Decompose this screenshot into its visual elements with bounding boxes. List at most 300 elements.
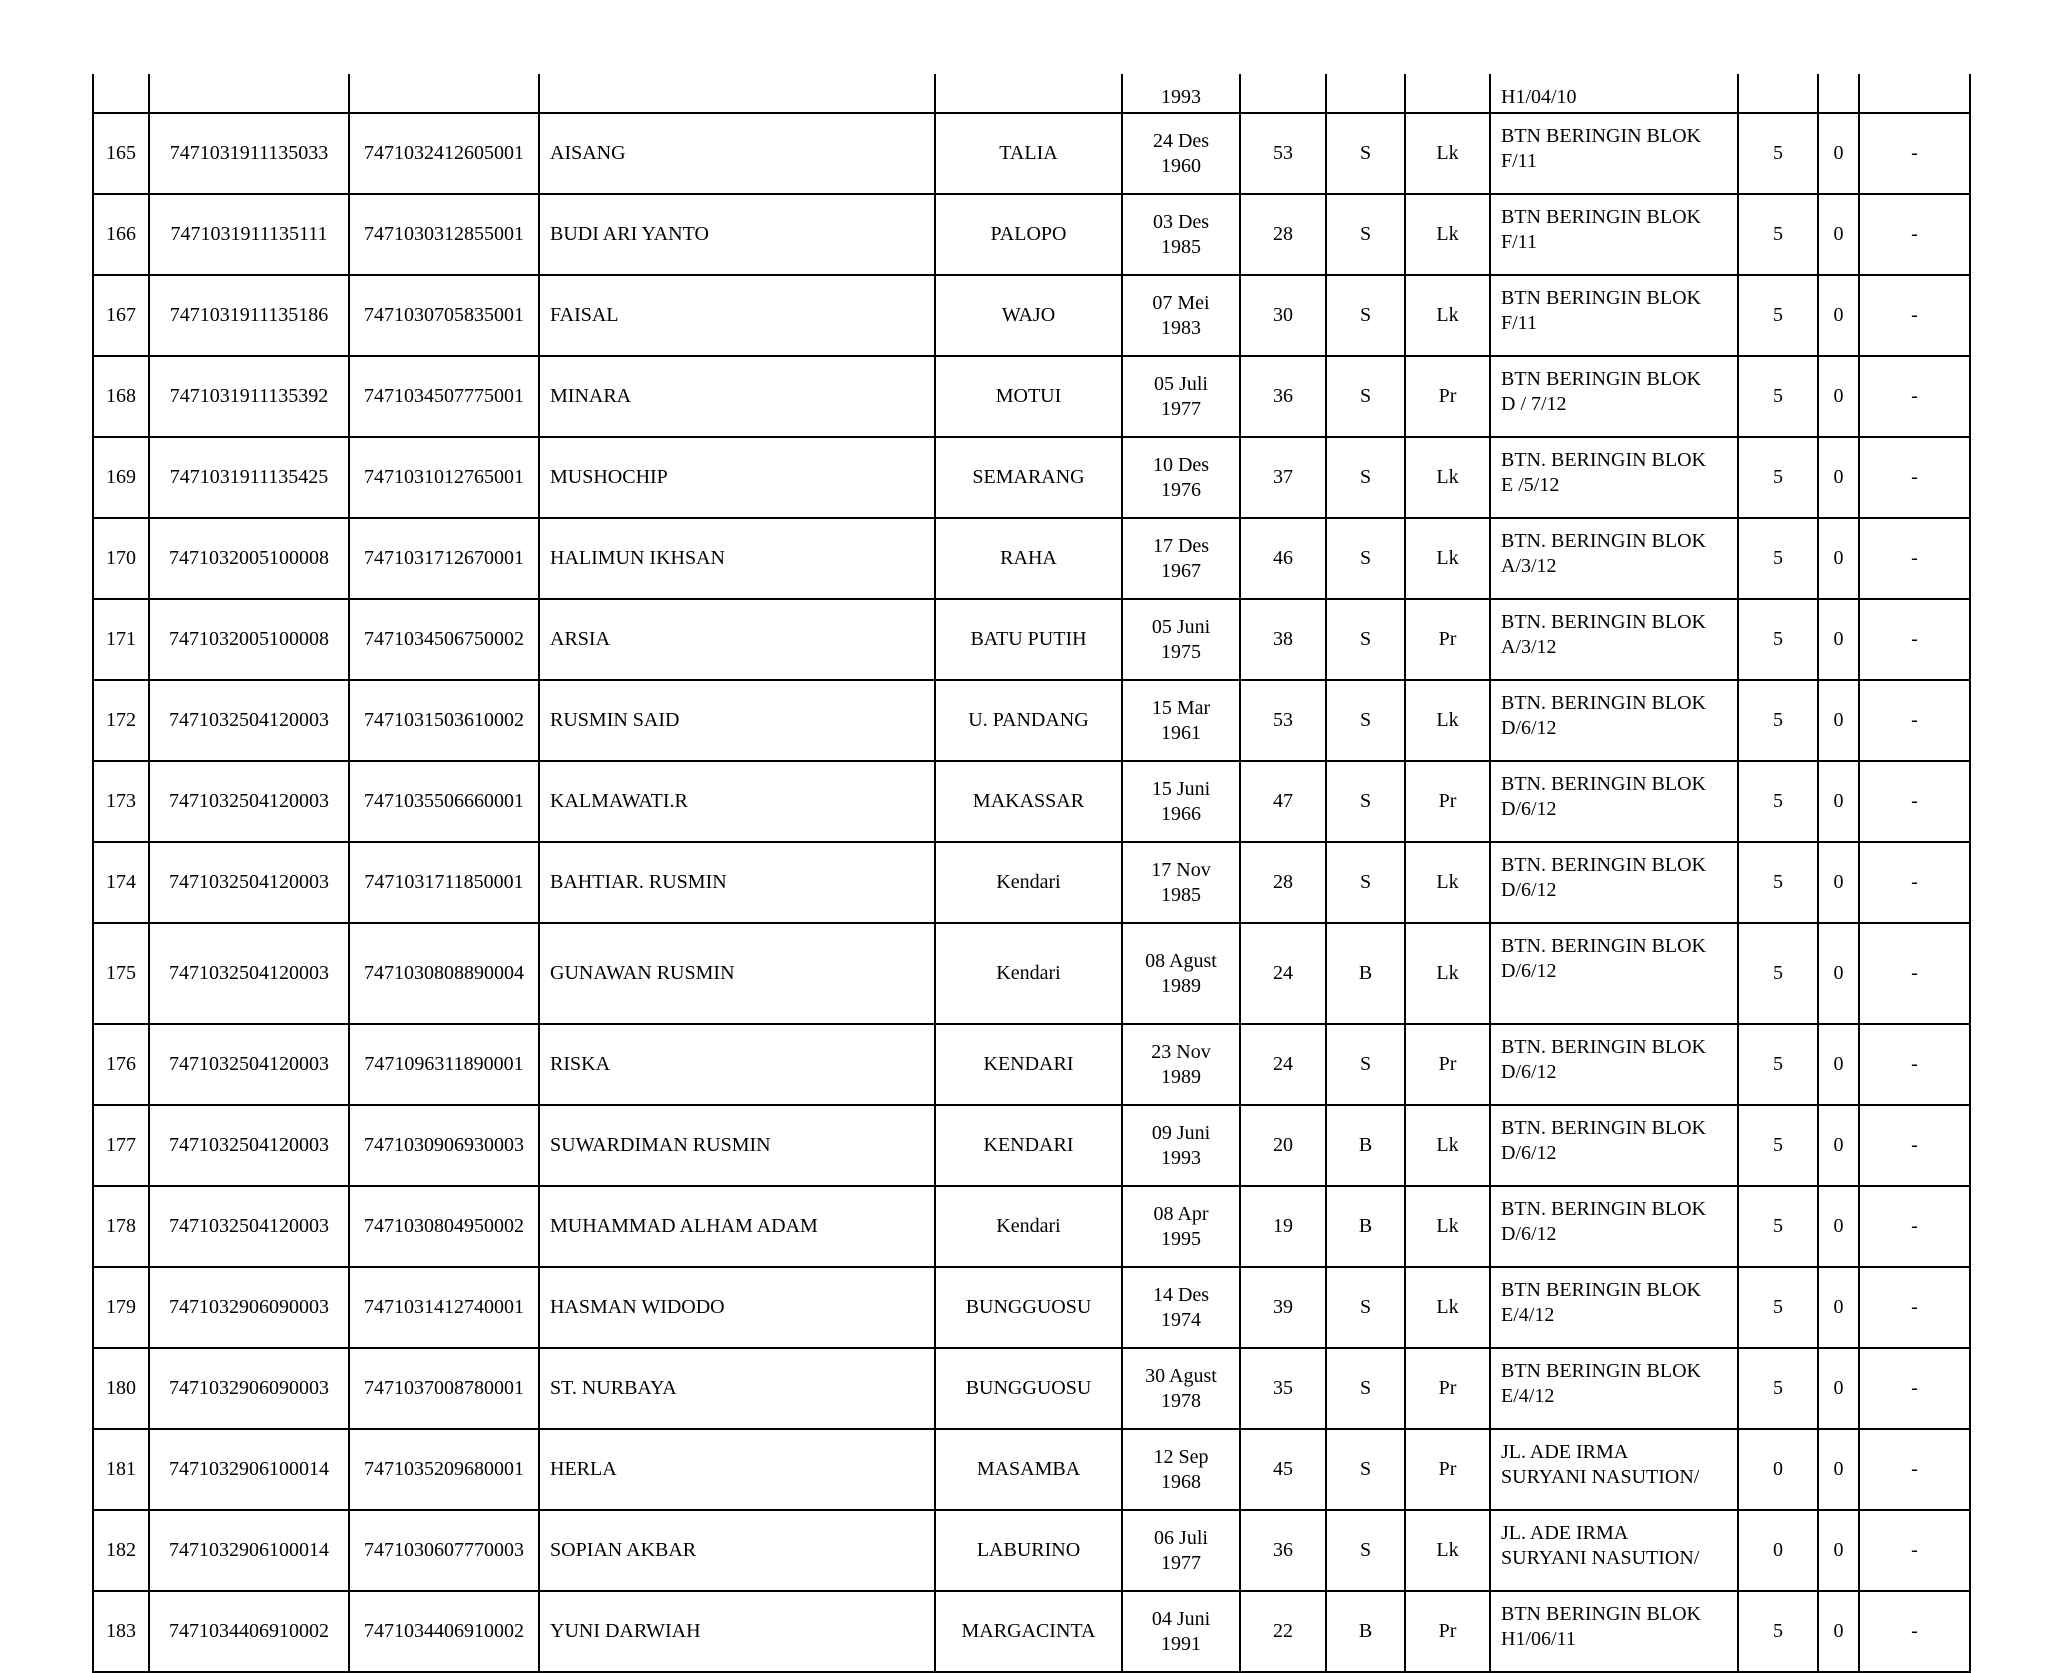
date-line1: 04 Juni [1151, 1607, 1211, 1630]
cell-place: MOTUI [935, 356, 1122, 437]
cell-col-c: - [1859, 437, 1970, 518]
cell-age: 53 [1240, 113, 1326, 194]
cell-sex: Lk [1405, 680, 1490, 761]
cell-status: B [1326, 1186, 1405, 1267]
cell-status: S [1326, 1429, 1405, 1510]
cell-status: S [1326, 1024, 1405, 1105]
address-line2: F/11 [1501, 150, 1537, 172]
address-line1: BTN. BERINGIN BLOK [1501, 1036, 1706, 1058]
cell-age: 35 [1240, 1348, 1326, 1429]
cell-kk: 7471032005100008 [149, 518, 349, 599]
cell-col-c: - [1859, 1348, 1970, 1429]
date-line1: 03 Des [1152, 210, 1210, 233]
address-line1: BTN. BERINGIN BLOK [1501, 692, 1706, 714]
cell-nik: 7471030705835001 [349, 275, 539, 356]
address-line2: D/6/12 [1501, 798, 1557, 820]
cell-sex: Lk [1405, 1186, 1490, 1267]
date-line1: 24 Des [1152, 129, 1210, 152]
cell-status: S [1326, 599, 1405, 680]
address-line2: D/6/12 [1501, 1061, 1557, 1083]
cell-sex: Lk [1405, 923, 1490, 1024]
cell-kk [149, 74, 349, 113]
address-line2: A/3/12 [1501, 636, 1557, 658]
cell-birth-date [1122, 1267, 1240, 1348]
cell-status: S [1326, 761, 1405, 842]
address-line2: SURYANI NASUTION/ [1501, 1466, 1700, 1488]
cell-col-a: 5 [1738, 275, 1818, 356]
cell-col-c: - [1859, 1510, 1970, 1591]
cell-name: ARSIA [539, 599, 935, 680]
cell-status: S [1326, 1267, 1405, 1348]
cell-birth-date [1122, 1186, 1240, 1267]
cell-place: LABURINO [935, 1510, 1122, 1591]
date-line1: 06 Juli [1154, 1526, 1208, 1549]
cell-name: MUSHOCHIP [539, 437, 935, 518]
cell-place: BUNGGUOSU [935, 1348, 1122, 1429]
cell-place: MASAMBA [935, 1429, 1122, 1510]
cell-sex: Pr [1405, 1024, 1490, 1105]
cell-age: 24 [1240, 923, 1326, 1024]
cell-sex: Lk [1405, 842, 1490, 923]
cell-col-b: 0 [1818, 842, 1859, 923]
table-row [93, 1591, 1970, 1672]
cell-col-a: 5 [1738, 1267, 1818, 1348]
cell-col-a [1738, 74, 1818, 113]
cell-status: B [1326, 1105, 1405, 1186]
cell-name: YUNI DARWIAH [539, 1591, 935, 1672]
cell-nik: 7471035209680001 [349, 1429, 539, 1510]
cell-age: 53 [1240, 680, 1326, 761]
cell-birth-date [1122, 1024, 1240, 1105]
cell-place: RAHA [935, 518, 1122, 599]
cell-name: SOPIAN AKBAR [539, 1510, 935, 1591]
cell-birth-date [1122, 842, 1240, 923]
address-line1: BTN BERINGIN BLOK [1501, 125, 1701, 147]
address-line1: BTN BERINGIN BLOK [1501, 287, 1701, 309]
cell-address [1490, 923, 1738, 1024]
cell-col-c: - [1859, 1267, 1970, 1348]
cell-name: MINARA [539, 356, 935, 437]
cell-address [1490, 761, 1738, 842]
cell-sex [1405, 74, 1490, 113]
table-row [93, 923, 1970, 1024]
cell-col-c: - [1859, 1429, 1970, 1510]
cell-birth-date [1122, 1429, 1240, 1510]
address-line2: A/3/12 [1501, 555, 1557, 577]
cell-birth-date [1122, 1105, 1240, 1186]
cell-col-a: 5 [1738, 1024, 1818, 1105]
cell-nik: 7471031412740001 [349, 1267, 539, 1348]
cell-age: 37 [1240, 437, 1326, 518]
cell-no: 177 [93, 1105, 149, 1186]
table-row [93, 1510, 1970, 1591]
cell-birth-date [1122, 680, 1240, 761]
cell-age: 22 [1240, 1591, 1326, 1672]
cell-address [1490, 356, 1738, 437]
cell-address [1490, 275, 1738, 356]
cell-address [1490, 599, 1738, 680]
table-row [93, 356, 1970, 437]
cell-kk: 7471032504120003 [149, 1105, 349, 1186]
table-row [93, 1267, 1970, 1348]
cell-sex: Lk [1405, 1510, 1490, 1591]
address-line2: D / 7/12 [1501, 393, 1567, 415]
address-line2: F/11 [1501, 231, 1537, 253]
address-line2: SURYANI NASUTION/ [1501, 1547, 1700, 1569]
cell-col-c: - [1859, 599, 1970, 680]
cell-place: Kendari [935, 1186, 1122, 1267]
address-line1: BTN BERINGIN BLOK [1501, 368, 1701, 390]
cell-no [93, 74, 149, 113]
cell-col-b: 0 [1818, 1429, 1859, 1510]
cell-name: ST. NURBAYA [539, 1348, 935, 1429]
cell-col-a: 5 [1738, 518, 1818, 599]
cell-col-b: 0 [1818, 1024, 1859, 1105]
date-line2: 1985 [1161, 235, 1201, 258]
cell-col-b: 0 [1818, 1348, 1859, 1429]
date-line2: 1983 [1161, 316, 1201, 339]
address-line1: BTN BERINGIN BLOK [1501, 206, 1701, 228]
cell-kk: 7471031911135111 [149, 194, 349, 275]
address-line1: JL. ADE IRMA [1501, 1441, 1629, 1463]
cell-address [1490, 1024, 1738, 1105]
cell-nik: 7471030906930003 [349, 1105, 539, 1186]
address-line1: BTN. BERINGIN BLOK [1501, 1117, 1706, 1139]
cell-nik: 7471034507775001 [349, 356, 539, 437]
cell-nik [349, 74, 539, 113]
cell-kk: 7471031911135425 [149, 437, 349, 518]
cell-birth-date [1122, 761, 1240, 842]
date-line1: 23 Nov [1151, 1040, 1211, 1063]
cell-no: 174 [93, 842, 149, 923]
cell-kk: 7471032906090003 [149, 1348, 349, 1429]
address-line2: F/11 [1501, 312, 1537, 334]
cell-no: 178 [93, 1186, 149, 1267]
cell-nik: 7471037008780001 [349, 1348, 539, 1429]
cell-name: HALIMUN IKHSAN [539, 518, 935, 599]
cell-address [1490, 437, 1738, 518]
table-row-partial [93, 74, 1970, 113]
cell-col-b: 0 [1818, 1510, 1859, 1591]
cell-status: S [1326, 275, 1405, 356]
cell-name: SUWARDIMAN RUSMIN [539, 1105, 935, 1186]
table-row [93, 761, 1970, 842]
table-row [93, 1429, 1970, 1510]
cell-address [1490, 1348, 1738, 1429]
cell-kk: 7471034406910002 [149, 1591, 349, 1672]
cell-address [1490, 680, 1738, 761]
cell-col-a: 5 [1738, 113, 1818, 194]
address-line1: BTN. BERINGIN BLOK [1501, 773, 1706, 795]
date-line1: 07 Mei [1152, 291, 1210, 314]
date-line1: 10 Des [1152, 453, 1210, 476]
cell-place: KENDARI [935, 1024, 1122, 1105]
address-line2: E/4/12 [1501, 1304, 1555, 1326]
cell-col-a: 5 [1738, 599, 1818, 680]
cell-name: RISKA [539, 1024, 935, 1105]
cell-col-a: 5 [1738, 1591, 1818, 1672]
date-line2: 1985 [1161, 883, 1201, 906]
cell-nik: 7471030804950002 [349, 1186, 539, 1267]
cell-status: S [1326, 113, 1405, 194]
cell-nik: 7471031711850001 [349, 842, 539, 923]
cell-name: MUHAMMAD ALHAM ADAM [539, 1186, 935, 1267]
cell-col-a: 5 [1738, 1105, 1818, 1186]
date-line1: 05 Juni [1151, 615, 1211, 638]
cell-sex: Lk [1405, 1267, 1490, 1348]
date-line2: 1960 [1161, 154, 1201, 177]
cell-sex: Pr [1405, 599, 1490, 680]
cell-birth-date [1122, 923, 1240, 1024]
cell-place: SEMARANG [935, 437, 1122, 518]
cell-place: BUNGGUOSU [935, 1267, 1122, 1348]
cell-age: 38 [1240, 599, 1326, 680]
cell-birth-date [1122, 275, 1240, 356]
cell-birth-year: 1993 [1122, 74, 1240, 113]
date-line2: 1977 [1161, 1551, 1201, 1574]
cell-status: S [1326, 356, 1405, 437]
date-line2: 1966 [1161, 802, 1201, 825]
cell-kk: 7471032504120003 [149, 923, 349, 1024]
cell-col-a: 0 [1738, 1510, 1818, 1591]
cell-name: FAISAL [539, 275, 935, 356]
cell-no: 171 [93, 599, 149, 680]
cell-age: 36 [1240, 1510, 1326, 1591]
cell-status: B [1326, 1591, 1405, 1672]
cell-age: 45 [1240, 1429, 1326, 1510]
cell-col-a: 0 [1738, 1429, 1818, 1510]
cell-status [1326, 74, 1405, 113]
cell-nik: 7471035506660001 [349, 761, 539, 842]
cell-place: MAKASSAR [935, 761, 1122, 842]
cell-no: 180 [93, 1348, 149, 1429]
cell-sex: Lk [1405, 113, 1490, 194]
date-line2: 1976 [1161, 478, 1201, 501]
cell-address [1490, 842, 1738, 923]
cell-sex: Lk [1405, 275, 1490, 356]
cell-col-a: 5 [1738, 356, 1818, 437]
date-line1: 17 Nov [1151, 858, 1211, 881]
cell-col-c: - [1859, 923, 1970, 1024]
cell-status: S [1326, 194, 1405, 275]
address-line1: BTN. BERINGIN BLOK [1501, 935, 1706, 957]
cell-birth-date [1122, 113, 1240, 194]
cell-name: RUSMIN SAID [539, 680, 935, 761]
cell-col-a: 5 [1738, 1348, 1818, 1429]
date-line1: 30 Agust [1145, 1364, 1217, 1387]
address-line1: BTN BERINGIN BLOK [1501, 1603, 1701, 1625]
cell-birth-date [1122, 194, 1240, 275]
cell-col-b: 0 [1818, 1105, 1859, 1186]
address-line2: D/6/12 [1501, 960, 1557, 982]
address-line1: JL. ADE IRMA [1501, 1522, 1629, 1544]
cell-name: BAHTIAR. RUSMIN [539, 842, 935, 923]
cell-col-a: 5 [1738, 194, 1818, 275]
cell-status: S [1326, 1510, 1405, 1591]
address-line2: H1/06/11 [1501, 1628, 1576, 1650]
cell-status: S [1326, 1348, 1405, 1429]
cell-status: B [1326, 923, 1405, 1024]
cell-col-c: - [1859, 680, 1970, 761]
cell-sex: Pr [1405, 1429, 1490, 1510]
address-line1: BTN. BERINGIN BLOK [1501, 449, 1706, 471]
date-line2: 1974 [1161, 1308, 1201, 1331]
cell-name: HASMAN WIDODO [539, 1267, 935, 1348]
address-line1: BTN BERINGIN BLOK [1501, 1279, 1701, 1301]
cell-no: 179 [93, 1267, 149, 1348]
cell-age: 30 [1240, 275, 1326, 356]
cell-sex: Pr [1405, 1591, 1490, 1672]
cell-name [539, 74, 935, 113]
cell-col-c: - [1859, 1186, 1970, 1267]
cell-no: 168 [93, 356, 149, 437]
address-line1: BTN. BERINGIN BLOK [1501, 611, 1706, 633]
cell-name: KALMAWATI.R [539, 761, 935, 842]
cell-kk: 7471031911135186 [149, 275, 349, 356]
cell-kk: 7471032906100014 [149, 1429, 349, 1510]
date-line2: 1991 [1161, 1632, 1201, 1655]
cell-status: S [1326, 842, 1405, 923]
cell-sex: Pr [1405, 356, 1490, 437]
address-line1: BTN BERINGIN BLOK [1501, 1360, 1701, 1382]
cell-kk: 7471031911135392 [149, 356, 349, 437]
cell-address [1490, 194, 1738, 275]
date-line2: 1978 [1161, 1389, 1201, 1412]
cell-col-b: 0 [1818, 599, 1859, 680]
cell-age: 47 [1240, 761, 1326, 842]
cell-name: HERLA [539, 1429, 935, 1510]
date-line1: 12 Sep [1153, 1445, 1209, 1468]
cell-name: AISANG [539, 113, 935, 194]
cell-no: 173 [93, 761, 149, 842]
date-line1: 15 Mar [1151, 696, 1211, 719]
cell-kk: 7471032504120003 [149, 1186, 349, 1267]
cell-col-b: 0 [1818, 113, 1859, 194]
cell-col-b: 0 [1818, 680, 1859, 761]
cell-age: 46 [1240, 518, 1326, 599]
cell-no: 170 [93, 518, 149, 599]
cell-place: KENDARI [935, 1105, 1122, 1186]
cell-age: 19 [1240, 1186, 1326, 1267]
cell-no: 172 [93, 680, 149, 761]
cell-status: S [1326, 437, 1405, 518]
cell-place [935, 74, 1122, 113]
table-row [93, 518, 1970, 599]
cell-status: S [1326, 680, 1405, 761]
table-row [93, 1348, 1970, 1429]
cell-kk: 7471032005100008 [149, 599, 349, 680]
cell-nik: 7471031503610002 [349, 680, 539, 761]
table-row [93, 842, 1970, 923]
table-row [93, 1024, 1970, 1105]
cell-col-b: 0 [1818, 194, 1859, 275]
cell-age: 39 [1240, 1267, 1326, 1348]
cell-address [1490, 1429, 1738, 1510]
cell-kk: 7471032906090003 [149, 1267, 349, 1348]
cell-birth-date [1122, 1591, 1240, 1672]
cell-kk: 7471032504120003 [149, 761, 349, 842]
cell-no: 181 [93, 1429, 149, 1510]
cell-nik: 7471096311890001 [349, 1024, 539, 1105]
cell-age: 36 [1240, 356, 1326, 437]
cell-col-b [1818, 74, 1859, 113]
cell-address [1490, 1186, 1738, 1267]
cell-name: BUDI ARI YANTO [539, 194, 935, 275]
cell-name: GUNAWAN RUSMIN [539, 923, 935, 1024]
table-row [93, 1186, 1970, 1267]
cell-status: S [1326, 518, 1405, 599]
cell-col-c: - [1859, 194, 1970, 275]
cell-nik: 7471030808890004 [349, 923, 539, 1024]
cell-address [1490, 1105, 1738, 1186]
cell-place: WAJO [935, 275, 1122, 356]
cell-col-c: - [1859, 1105, 1970, 1186]
cell-sex: Lk [1405, 194, 1490, 275]
cell-no: 167 [93, 275, 149, 356]
table-row [93, 113, 1970, 194]
cell-col-a: 5 [1738, 842, 1818, 923]
cell-col-a: 5 [1738, 680, 1818, 761]
cell-place: U. PANDANG [935, 680, 1122, 761]
cell-no: 182 [93, 1510, 149, 1591]
cell-kk: 7471031911135033 [149, 113, 349, 194]
cell-sex: Pr [1405, 761, 1490, 842]
cell-col-c: - [1859, 275, 1970, 356]
cell-kk: 7471032504120003 [149, 680, 349, 761]
date-line2: 1967 [1161, 559, 1201, 582]
cell-col-b: 0 [1818, 275, 1859, 356]
date-line2: 1993 [1161, 1146, 1201, 1169]
cell-sex: Pr [1405, 1348, 1490, 1429]
cell-no: 166 [93, 194, 149, 275]
table-row [93, 680, 1970, 761]
address-line1: BTN. BERINGIN BLOK [1501, 854, 1706, 876]
cell-birth-date [1122, 518, 1240, 599]
date-line2: 1968 [1161, 1470, 1201, 1493]
cell-nik: 7471032412605001 [349, 113, 539, 194]
cell-place: TALIA [935, 113, 1122, 194]
cell-address [1490, 1267, 1738, 1348]
cell-nik: 7471034406910002 [349, 1591, 539, 1672]
cell-age: 28 [1240, 194, 1326, 275]
cell-no: 183 [93, 1591, 149, 1672]
cell-kk: 7471032504120003 [149, 842, 349, 923]
cell-address: H1/04/10 [1490, 74, 1738, 113]
cell-age: 20 [1240, 1105, 1326, 1186]
address-line2: E/4/12 [1501, 1385, 1555, 1407]
cell-nik: 7471031012765001 [349, 437, 539, 518]
cell-no: 175 [93, 923, 149, 1024]
cell-age [1240, 74, 1326, 113]
date-line1: 17 Des [1152, 534, 1210, 557]
cell-sex: Lk [1405, 437, 1490, 518]
cell-col-a: 5 [1738, 1186, 1818, 1267]
table-row [93, 1105, 1970, 1186]
date-line1: 08 Apr [1153, 1202, 1209, 1225]
cell-no: 176 [93, 1024, 149, 1105]
cell-col-c: - [1859, 356, 1970, 437]
cell-kk: 7471032504120003 [149, 1024, 349, 1105]
cell-sex: Lk [1405, 1105, 1490, 1186]
cell-col-b: 0 [1818, 437, 1859, 518]
cell-col-c: - [1859, 842, 1970, 923]
cell-col-b: 0 [1818, 1267, 1859, 1348]
date-line1: 09 Juni [1151, 1121, 1211, 1144]
date-line1: 14 Des [1152, 1283, 1210, 1306]
address-line1: BTN. BERINGIN BLOK [1501, 530, 1706, 552]
date-line2: 1961 [1161, 721, 1201, 744]
cell-no: 169 [93, 437, 149, 518]
